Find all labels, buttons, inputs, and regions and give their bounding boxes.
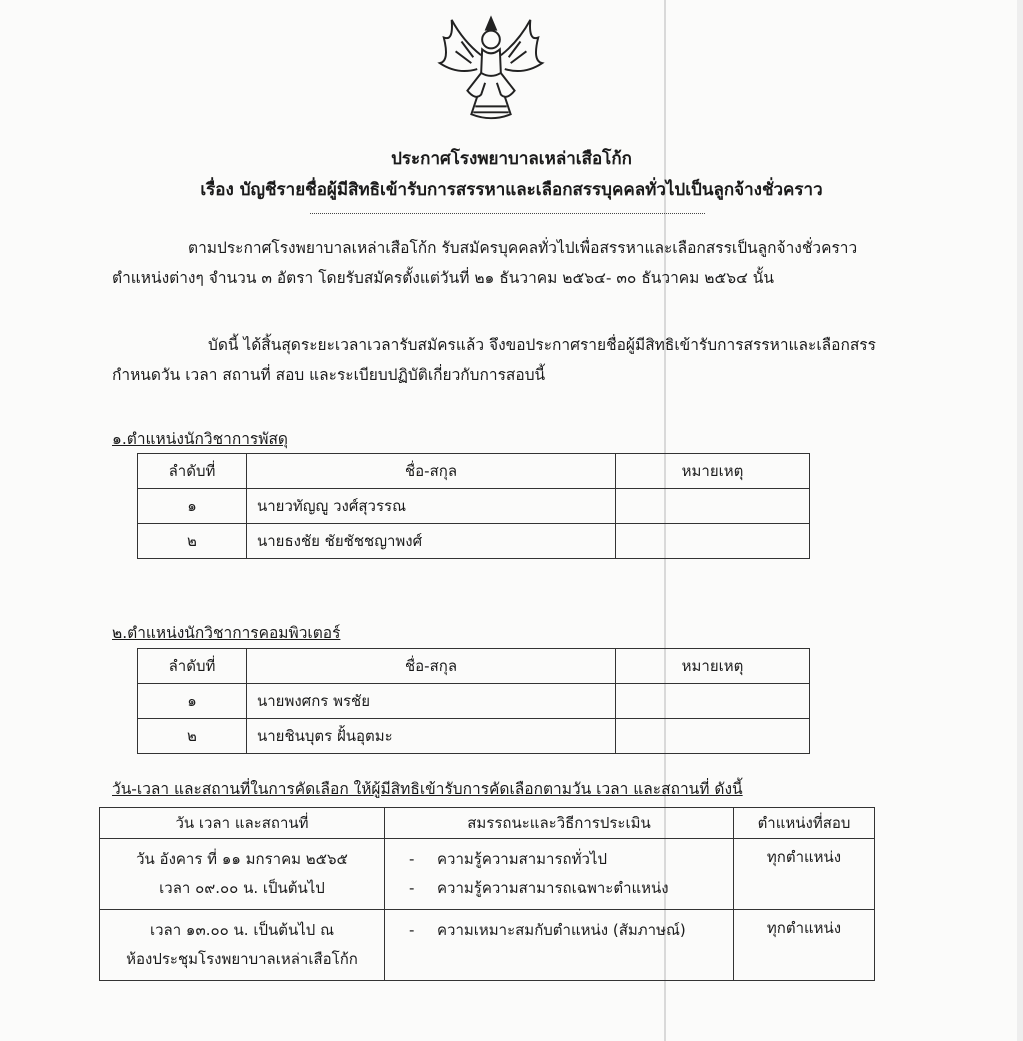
announcement-title: ประกาศโรงพยาบาลเหล่าเสือโก้ก — [391, 149, 632, 169]
table-row — [100, 839, 875, 910]
row-number: ๒ — [138, 719, 247, 754]
schedule-criteria — [385, 910, 734, 981]
schedule-criteria — [385, 839, 734, 910]
col-header-note: หมายเหตุ — [616, 454, 810, 489]
schedule-when — [100, 910, 385, 981]
schedule-position: ทุกตำแหน่ง — [734, 910, 875, 981]
garuda-emblem-icon — [432, 12, 550, 130]
candidate-table-computer — [137, 648, 810, 754]
schedule-time: เวลา ๐๙.๐๐ น. เป็นต้นไป — [159, 879, 325, 897]
schedule-when — [100, 839, 385, 910]
section2-heading: ๒.ตำแหน่งนักวิชาการคอมพิวเตอร์ — [112, 624, 341, 642]
candidate-name: นายธงชัย ชัยชัชชญาพงศ์ — [247, 524, 616, 559]
schedule-time: เวลา ๑๓.๐๐ น. เป็นต้นไป ณ — [150, 921, 334, 939]
dotted-divider — [310, 213, 705, 214]
candidate-table-supplies — [137, 453, 810, 559]
note-cell — [616, 719, 810, 754]
col-header-when: วัน เวลา และสถานที่ — [100, 808, 385, 839]
col-header-no: ลำดับที่ — [138, 649, 247, 684]
table-row — [138, 489, 810, 524]
row-number: ๑ — [138, 684, 247, 719]
note-cell — [616, 524, 810, 559]
criteria-item: - ความรู้ความสามารถทั่วไป — [395, 845, 723, 874]
schedule-table — [99, 807, 875, 981]
col-header-position: ตำแหน่งที่สอบ — [734, 808, 875, 839]
note-cell — [616, 489, 810, 524]
announcement-subject: เรื่อง บัญชีรายชื่อผู้มีสิทธิเข้ารับการสรรหาและเลือกสรรบุคคลทั่วไปเป็นลูกจ้างชั่วคราว — [200, 180, 823, 200]
candidate-name: นายพงศกร พรชัย — [247, 684, 616, 719]
table-row — [138, 719, 810, 754]
criteria-item: - ความเหมาะสมกับตำแหน่ง (สัมภาษณ์) — [395, 916, 723, 945]
col-header-name: ชื่อ-สกุล — [247, 454, 616, 489]
col-header-name: ชื่อ-สกุล — [247, 649, 616, 684]
announcement-paragraph: บัดนี้ ได้สิ้นสุดระยะเวลาเวลารับสมัครแล้ว จึงขอประกาศรายชื่อผู้มีสิทธิเข้ารับการสรรหาและเลือกสรร กำหนดวัน เวลา สถานที่ สอบ และระเบียบปฏิบัติเกี่ยวกับการสอบนี้ — [112, 336, 876, 384]
schedule-date: วัน อังคาร ที่ ๑๑ มกราคม ๒๕๖๕ — [136, 850, 348, 868]
row-number: ๑ — [138, 489, 247, 524]
table-row — [138, 524, 810, 559]
col-header-no: ลำดับที่ — [138, 454, 247, 489]
candidate-name: นายชินบุตร ฝั้นอุตมะ — [247, 719, 616, 754]
candidate-name: นายวทัญญู วงศ์สุวรรณ — [247, 489, 616, 524]
note-cell — [616, 684, 810, 719]
intro-paragraph: ตามประกาศโรงพยาบาลเหล่าเสือโก้ก รับสมัครบุคคลทั่วไปเพื่อสรรหาและเลือกสรรเป็นลูกจ้างชั่วคราว ตำแหน่งต่างๆ จำนวน ๓ อัตรา โดยรับสมัครตั้งแต่วันที่ ๒๑ ธันวาคม ๒๕๖๔- ๓๐ ธันวาคม ๒๕๖๔ นั้น — [112, 239, 858, 287]
schedule-place: ห้องประชุมโรงพยาบาลเหล่าเสือโก้ก — [126, 950, 358, 968]
section1-heading: ๑.ตำแหน่งนักวิชาการพัสดุ — [112, 430, 288, 448]
table-row — [100, 910, 875, 981]
table-row — [138, 684, 810, 719]
schedule-position: ทุกตำแหน่ง — [734, 839, 875, 910]
col-header-note: หมายเหตุ — [616, 649, 810, 684]
row-number: ๒ — [138, 524, 247, 559]
schedule-heading: วัน-เวลา และสถานที่ในการคัดเลือก ให้ผู้มีสิทธิเข้ารับการคัดเลือกตามวัน เวลา และสถานที่ ดังนี้ — [112, 780, 743, 798]
col-header-criteria: สมรรถนะและวิธีการประเมิน — [385, 808, 734, 839]
criteria-item: - ความรู้ความสามารถเฉพาะตำแหน่ง — [395, 874, 723, 903]
